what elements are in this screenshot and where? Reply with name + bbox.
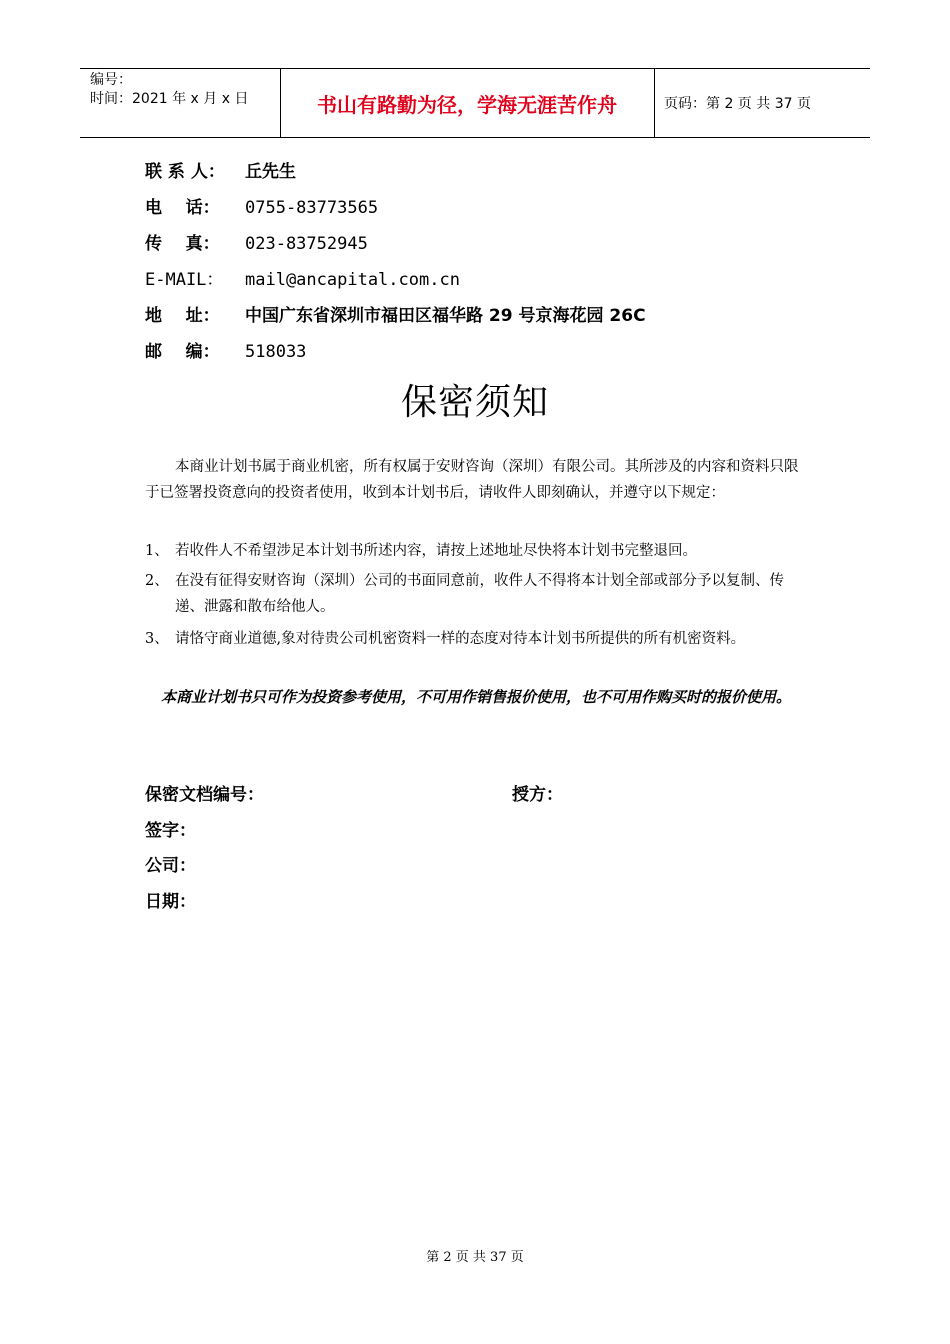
notice-item (145, 538, 810, 564)
contact-phone-value: 0755-83773565 (245, 198, 379, 218)
header-motto: 书山有路勤为径，学海无涯苦作舟 (317, 92, 617, 117)
notice-item-text: 请恪守商业道德,象对待贵公司机密资料一样的态度对待本计划书所提供的所有机密资料。 (175, 631, 746, 647)
contact-address-value: 中国广东省深圳市福田区福华路 29 号京海花园 26C (245, 306, 646, 326)
sign-label: 签字： (145, 821, 196, 841)
contact-person-row (145, 158, 646, 194)
notice-intro: 本商业计划书属于商业机密，所有权属于安财咨询（深圳）有限公司。其所涉及的内容和资料只限于已签署投资意向的投资者使用，收到本计划书后，请收件人即刻确认，并遵守以下规定： (145, 459, 799, 501)
contact-zip-label: 邮 编： (145, 342, 220, 362)
contact-fax-value: 023-83752945 (245, 234, 368, 254)
date-label: 日期： (145, 892, 196, 912)
header-page-info: 页码：第 2 页 共 37 页 (664, 96, 811, 112)
company-label: 公司： (145, 856, 196, 876)
notice-disclaimer: 本商业计划书只可作为投资参考使用，不可用作销售报价使用，也不可用作购买时的报价使用。 (161, 688, 792, 706)
notice-item (145, 626, 810, 652)
contact-fax-row (145, 230, 646, 266)
page-footer: 第 2 页 共 37 页 (426, 1250, 524, 1265)
time-label: 时间：2021 年 x 月 x 日 (90, 91, 249, 107)
header-meta (80, 69, 280, 137)
contact-fax-label: 传 真： (145, 234, 220, 254)
page-header (80, 68, 870, 138)
notice-item-number: 1、 (145, 543, 169, 559)
contact-zip-value: 518033 (245, 342, 307, 362)
notice-item (145, 568, 810, 620)
contact-block (145, 158, 646, 374)
contact-address-label: 地 址： (145, 306, 220, 326)
number-label: 编号： (90, 72, 132, 88)
contact-phone-label: 电 话： (145, 198, 220, 218)
doc-number-label: 保密文档编号： (145, 785, 264, 805)
header-divider (654, 69, 655, 137)
contact-person-label: 联 系 人： (145, 162, 225, 182)
notice-item-number: 2、 (145, 573, 169, 589)
contact-email-value: mail@ancapital.com.cn (245, 270, 460, 290)
contact-zip-row (145, 338, 646, 374)
contact-phone-row (145, 194, 646, 230)
contact-address-row (145, 302, 646, 338)
notice-item-text: 若收件人不希望涉足本计划书所述内容，请按上述地址尽快将本计划书完整退回。 (175, 543, 697, 559)
contact-email-row (145, 266, 646, 302)
grantor-label: 授方： (512, 785, 563, 805)
notice-item-text: 在没有征得安财咨询（深圳）公司的书面同意前，收件人不得将本计划全部或部分予以复制、传递、泄露和散布给他人。 (175, 573, 784, 615)
contact-email-label: E-MAIL： (145, 270, 224, 290)
contact-person-value: 丘先生 (245, 162, 296, 182)
notice-title: 保密须知 (400, 382, 549, 423)
notice-item-number: 3、 (145, 631, 169, 647)
